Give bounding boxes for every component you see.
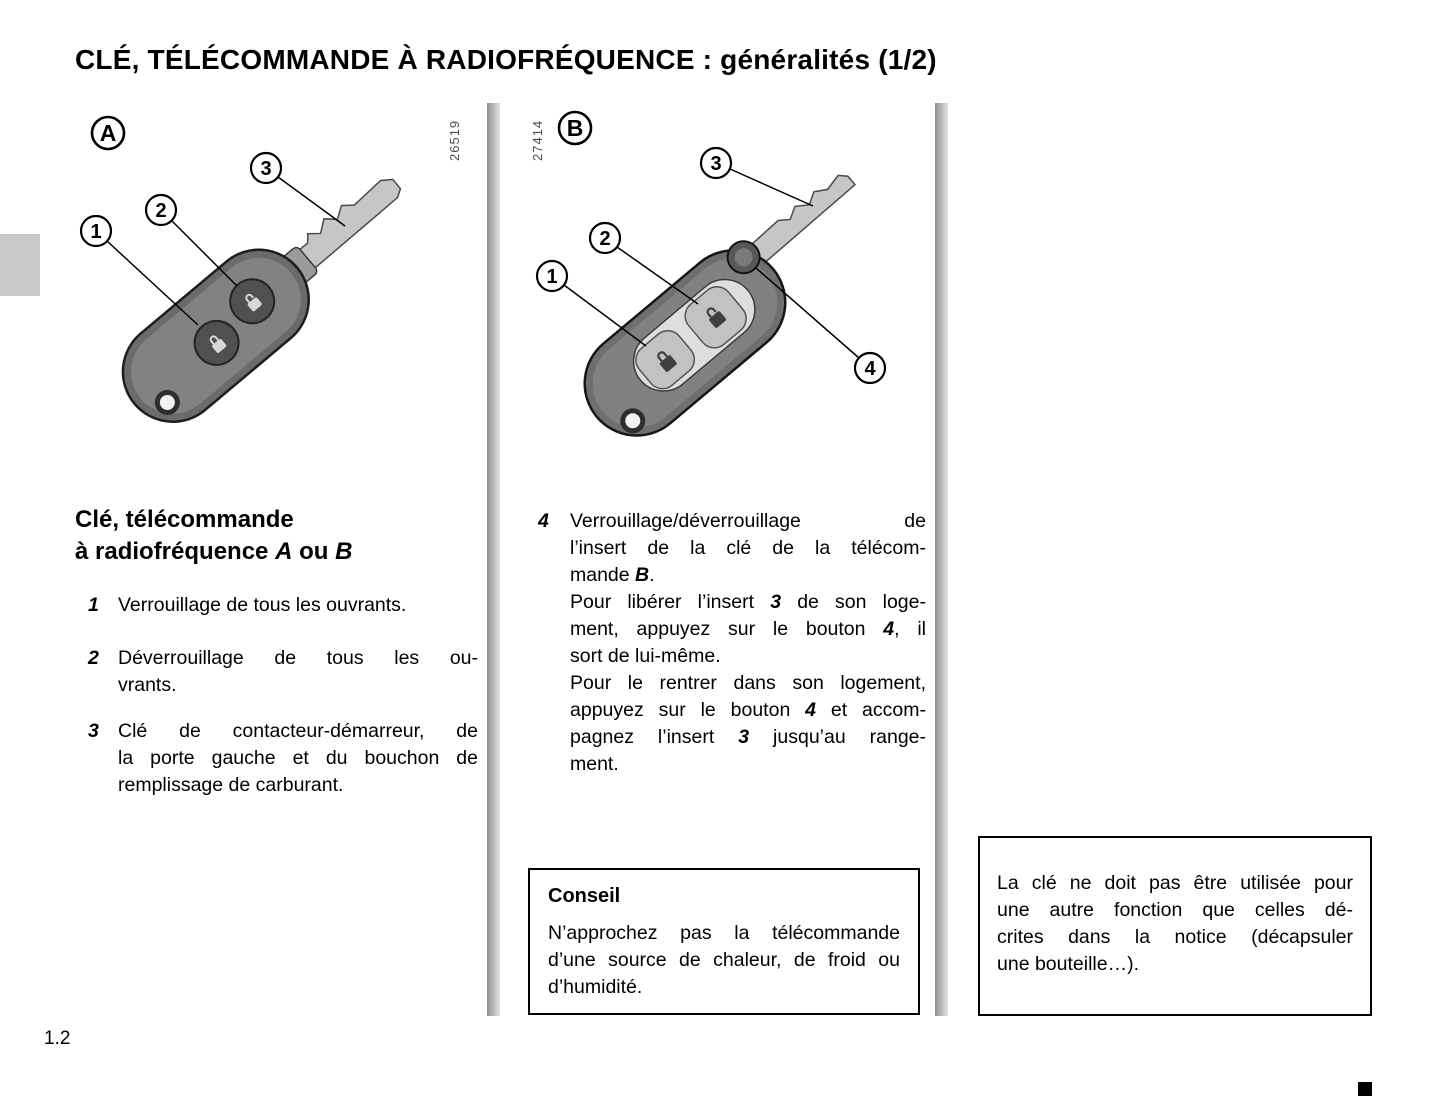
svg-text:2: 2 <box>599 228 611 250</box>
svg-text:1: 1 <box>546 266 558 288</box>
key-a-illustration <box>102 146 428 442</box>
item-text: Clé de contacteur-démarreur, de la porte gauche et du bouchon de remplissage de carburant. <box>118 720 478 796</box>
page-title: CLÉ, TÉLÉCOMMANDE À RADIOFRÉQUENCE : généralités (1/2) <box>75 44 937 75</box>
section-heading: Clé, télécommande à radiofréquence A ou B <box>75 506 353 565</box>
svg-text:3: 3 <box>710 153 722 175</box>
figure-key-b <box>520 103 935 503</box>
section-edge-tab <box>0 234 40 296</box>
list-item-4 <box>538 508 926 778</box>
svg-text:4: 4 <box>864 358 876 380</box>
callout-2 <box>146 195 176 225</box>
callout-3 <box>701 148 731 178</box>
list-item-3 <box>88 718 478 799</box>
key-b-illustration <box>563 154 896 457</box>
item-text: Verrouillage de tous les ouvrants. <box>118 594 407 616</box>
callout-2-number: 2 <box>155 200 167 222</box>
item-text: Déverrouillage de tous les ou- vrants. <box>118 647 478 696</box>
callout-3-number: 3 <box>260 158 272 180</box>
callout-line-2 <box>172 221 237 286</box>
callout-3 <box>251 153 281 183</box>
advice-box-title: Conseil <box>548 885 621 907</box>
advice-box <box>528 868 920 1015</box>
item-text: Verrouillage/déverrouillage de l’insert de la clé de la télécom- mande B. Pour libérer l’insert 3 de son loge- ment, appuyez sur le bouton 4, il sort de lui-même. Pour le rentrer dans son logement, appuyez sur le bouton 4 et accom- pagnez l’insert 3 jusqu’au range- ment. <box>570 510 926 775</box>
callout-1-number: 1 <box>90 221 102 243</box>
page-corner-marker <box>1358 1082 1372 1096</box>
callout-line-1 <box>564 285 646 346</box>
notice-box-text: La clé ne doit pas être utilisée pour une autre fonction que celles dé- crites dans la notice (décapsuler une bouteille…). <box>997 872 1353 975</box>
svg-text:A: A <box>99 120 117 146</box>
callout-1 <box>537 261 567 291</box>
callout-line-3 <box>278 177 345 226</box>
svg-text:B: B <box>566 115 584 141</box>
callout-1 <box>81 216 111 246</box>
figure-a-reference-number: 26519 <box>447 119 462 161</box>
item-number: 1 <box>88 594 99 616</box>
figure-a-label <box>92 117 124 149</box>
item-number: 3 <box>88 720 99 742</box>
item-number: 2 <box>88 647 99 669</box>
list-item-2 <box>88 645 478 699</box>
figure-key-a <box>75 103 485 503</box>
item-number: 4 <box>538 510 549 532</box>
figure-b-reference-number: 27414 <box>530 119 545 161</box>
list-item-1 <box>88 592 478 619</box>
page-number: 1.2 <box>44 1028 71 1049</box>
advice-box-text: N’approchez pas la télécommande d’une source de chaleur, de froid ou d’humidité. <box>548 922 900 998</box>
callout-line-3 <box>730 169 813 206</box>
column-divider-1 <box>487 103 500 1016</box>
column-divider-2 <box>935 103 948 1016</box>
notice-box <box>978 836 1372 1016</box>
figure-b-label <box>559 112 591 144</box>
callout-4 <box>855 353 885 383</box>
callout-line-1 <box>107 241 198 325</box>
callout-2 <box>590 223 620 253</box>
